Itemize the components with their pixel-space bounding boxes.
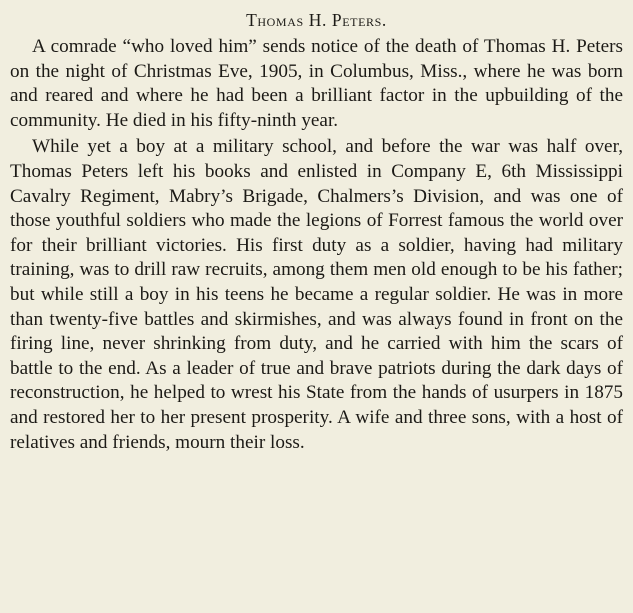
obituary-heading: Thomas H. Peters. bbox=[246, 10, 387, 30]
paragraph-1: A comrade “who loved him” sends notice of the death of Thomas H. Peters on the night of Christmas Eve, 1905, in Columbus, Miss., where he was born and reared and where he had been a brilliant factor in the upbuilding of the community. He died in his fifty-ninth year. bbox=[10, 36, 623, 131]
cropped-previous-text bbox=[10, 0, 623, 1]
paragraph-2: While yet a boy at a military school, and before the war was half over, Thomas Peters left his books and enlisted in Company E, 6th Mississippi Cavalry Regiment, Mabry’s Brigade, Chalmers’s Division, and was one of those youthful soldiers who made the legions of Forrest famous the world over for their brilliant victories. His first duty as a soldier, having had military training, was to drill raw recruits, among them men old enough to be his father; but while still a boy in his teens he became a regular soldier. He was in more than twenty-five battles and skirmishes, and was always found in front on the firing line, never shrinking from duty, and he carried with him the scars of battle to the end. As a leader of true and brave patriots during the dark days of reconstruction, he helped to wrest his State from the hands of usurpers in 1875 and restored her to her present prosperity. A wife and three sons, with a host of relatives and friends, mourn their loss. bbox=[10, 136, 623, 453]
